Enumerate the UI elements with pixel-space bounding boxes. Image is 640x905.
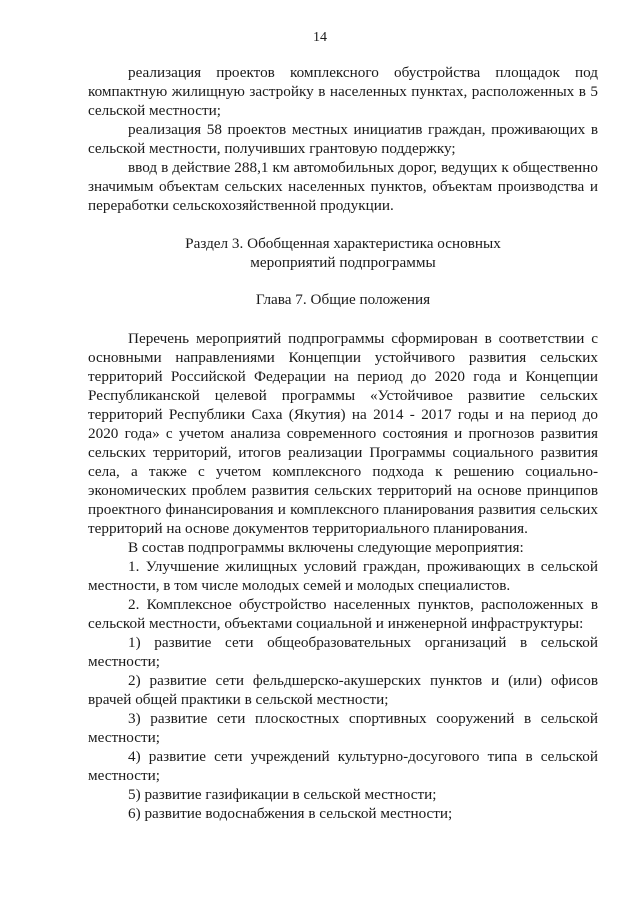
section-heading [88,234,598,272]
list-item-culture: 4) развитие сети учреждений культурно-досугового типа в сельской местности; [88,748,598,784]
list-item-medical: 2) развитие сети фельдшерско-акушерских пунктов и (или) офисов врачей общей практики в сельской местности; [88,672,598,708]
chapter-heading: Глава 7. Общие положения [255,291,431,308]
list-item-water: 6) развитие водоснабжения в сельской местности; [128,805,453,822]
list-item-housing: 1. Улучшение жилищных условий граждан, проживающих в сельской местности, в том числе молодых семей и молодых специалистов. [88,558,598,594]
paragraph-local-initiatives: реализация 58 проектов местных инициатив граждан, проживающих в сельской местности, получивших грантовую поддержку; [88,121,598,157]
list-item-infrastructure: 2. Комплексное обустройство населенных пунктов, расположенных в сельской местности, объектами социальной и инженерной инфраструктуры: [88,596,598,632]
list-item-gas: 5) развитие газификации в сельской местности; [128,786,437,803]
list-item-schools: 1) развитие сети общеобразовательных организаций в сельской местности; [88,634,598,670]
list-item-sports: 3) развитие сети плоскостных спортивных сооружений в сельской местности; [88,710,598,746]
section-heading-line-2: мероприятий подпрограммы [250,254,436,271]
paragraph-landscaping: реализация проектов комплексного обустройства площадок под компактную жилищную застройку в населенных пунктах, расположенных в 5 сельской местности; [88,64,598,119]
paragraph-list-intro: В состав подпрограммы включены следующие мероприятия: [128,539,524,556]
paragraph-roads: ввод в действие 288,1 км автомобильных дорог, ведущих к общественно значимым объектам сельских населенных пунктов, объектам производства и переработки сельскохозяйственной продукции. [88,159,598,214]
section-heading-line-1: Раздел 3. Обобщенная характеристика основных [185,235,501,252]
page-number: 14 [313,30,327,45]
document-body [88,63,598,823]
paragraph-intro: Перечень мероприятий подпрограммы сформирован в соответствии с основными направлениями Концепции устойчивого развития сельских территорий Российской Федерации на период до 2020 года и Концепции Республиканской целевой программы «Устойчивое развитие сельских территорий Республики Саха (Якутия) на 2014 - 2017 годы и на период до 2020 года» с учетом анализа современного состояния и прогнозов развития сельских территорий, итогов реализации Программы социального развития села, а также с учетом комплексного подхода к решению социально-экономических проблем развития сельских территорий на основе принципов проектного финансирования и комплексного планирования развития сельских территорий на основе документов территориального планирования. [88,330,598,537]
